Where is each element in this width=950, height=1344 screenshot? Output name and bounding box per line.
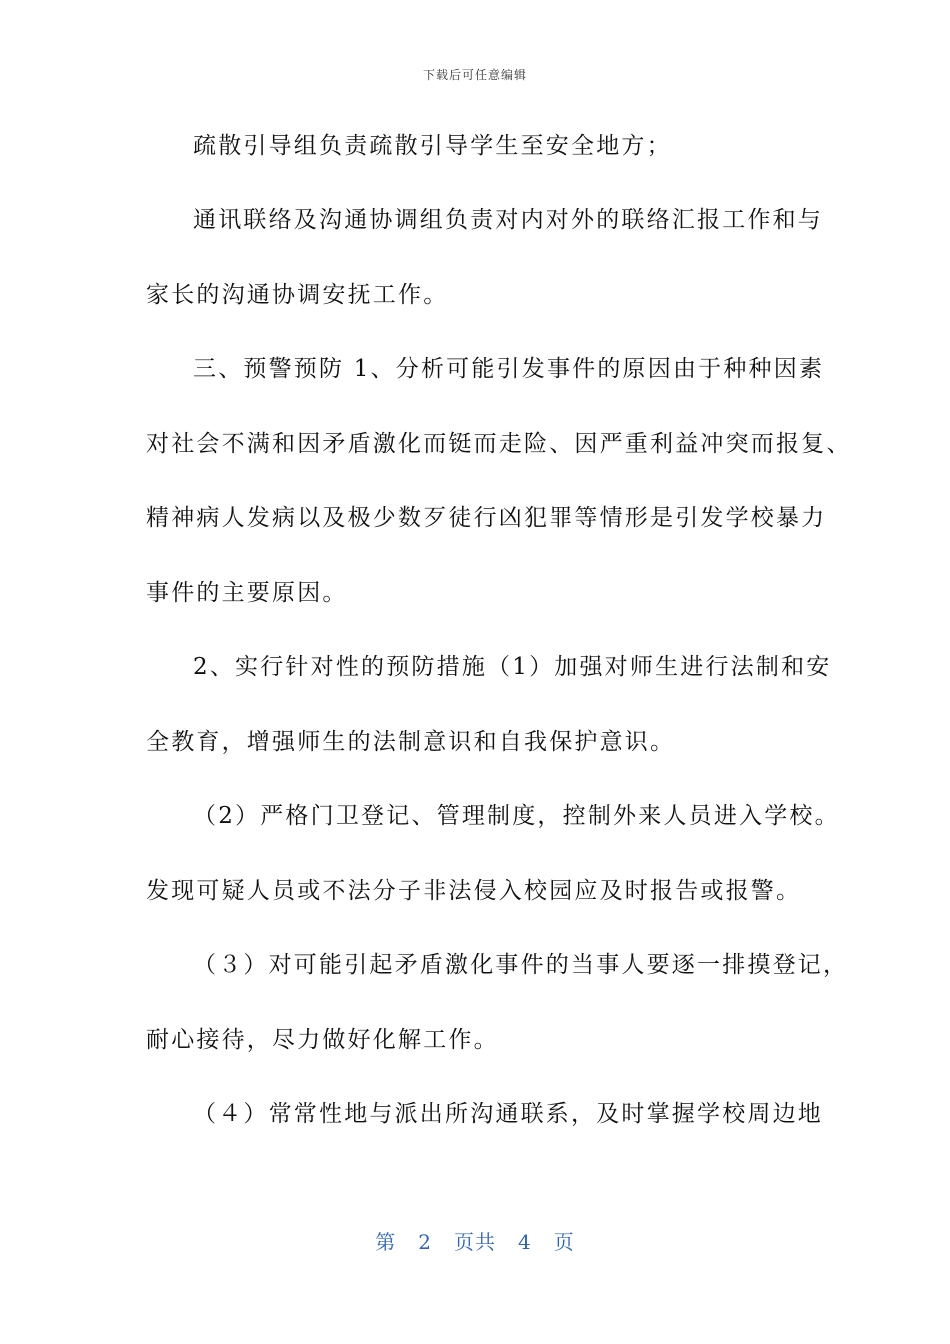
paragraph-line: 发现可疑人员或不法分子非法侵入校园应及时报告或报警。 (146, 878, 802, 904)
paragraph-line: （４）常常性地与派出所沟通联系，及时掌握学校周边地 (193, 1101, 823, 1127)
paragraph-line: 全教育，增强师生的法制意识和自我保护意识。 (146, 729, 676, 755)
paragraph-line: 家长的沟通协调安抚工作。 (146, 282, 449, 308)
paragraph-line: 疏散引导组负责疏散引导学生至安全地方； (193, 133, 672, 159)
total-pages-number: 4 (518, 1230, 532, 1254)
paragraph-line: 三、预警预防 1、分析可能引发事件的原因由于种种因素 (193, 356, 825, 382)
page-footer (0, 1226, 950, 1255)
paragraph-line: 通讯联络及沟通协调组负责对内对外的联络汇报工作和与 (193, 207, 823, 233)
header-note: 下载后可任意编辑 (422, 68, 527, 82)
paragraph-line: 事件的主要原因。 (146, 580, 348, 606)
page-label-suffix: 页 (553, 1230, 575, 1254)
page-label-middle: 页共 (454, 1230, 496, 1254)
paragraph-line: 对社会不满和因矛盾激化而铤而走险、因严重利益冲突而报复、 (146, 431, 852, 457)
paragraph-line: 精神病人发病以及极少数歹徒行凶犯罪等情形是引发学校暴力 (146, 505, 827, 531)
paragraph-line: 耐心接待，尽力做好化解工作。 (146, 1027, 499, 1053)
paragraph-line: 2、实行针对性的预防措施（1）加强对师生进行法制和安 (193, 654, 832, 680)
paragraph-line: （2）严格门卫登记、管理制度，控制外来人员进入学校。 (193, 803, 840, 829)
paragraph-line: （３）对可能引起矛盾激化事件的当事人要逐一排摸登记， (193, 952, 849, 978)
current-page-number: 2 (418, 1230, 432, 1254)
page-label-prefix: 第 (375, 1230, 397, 1254)
